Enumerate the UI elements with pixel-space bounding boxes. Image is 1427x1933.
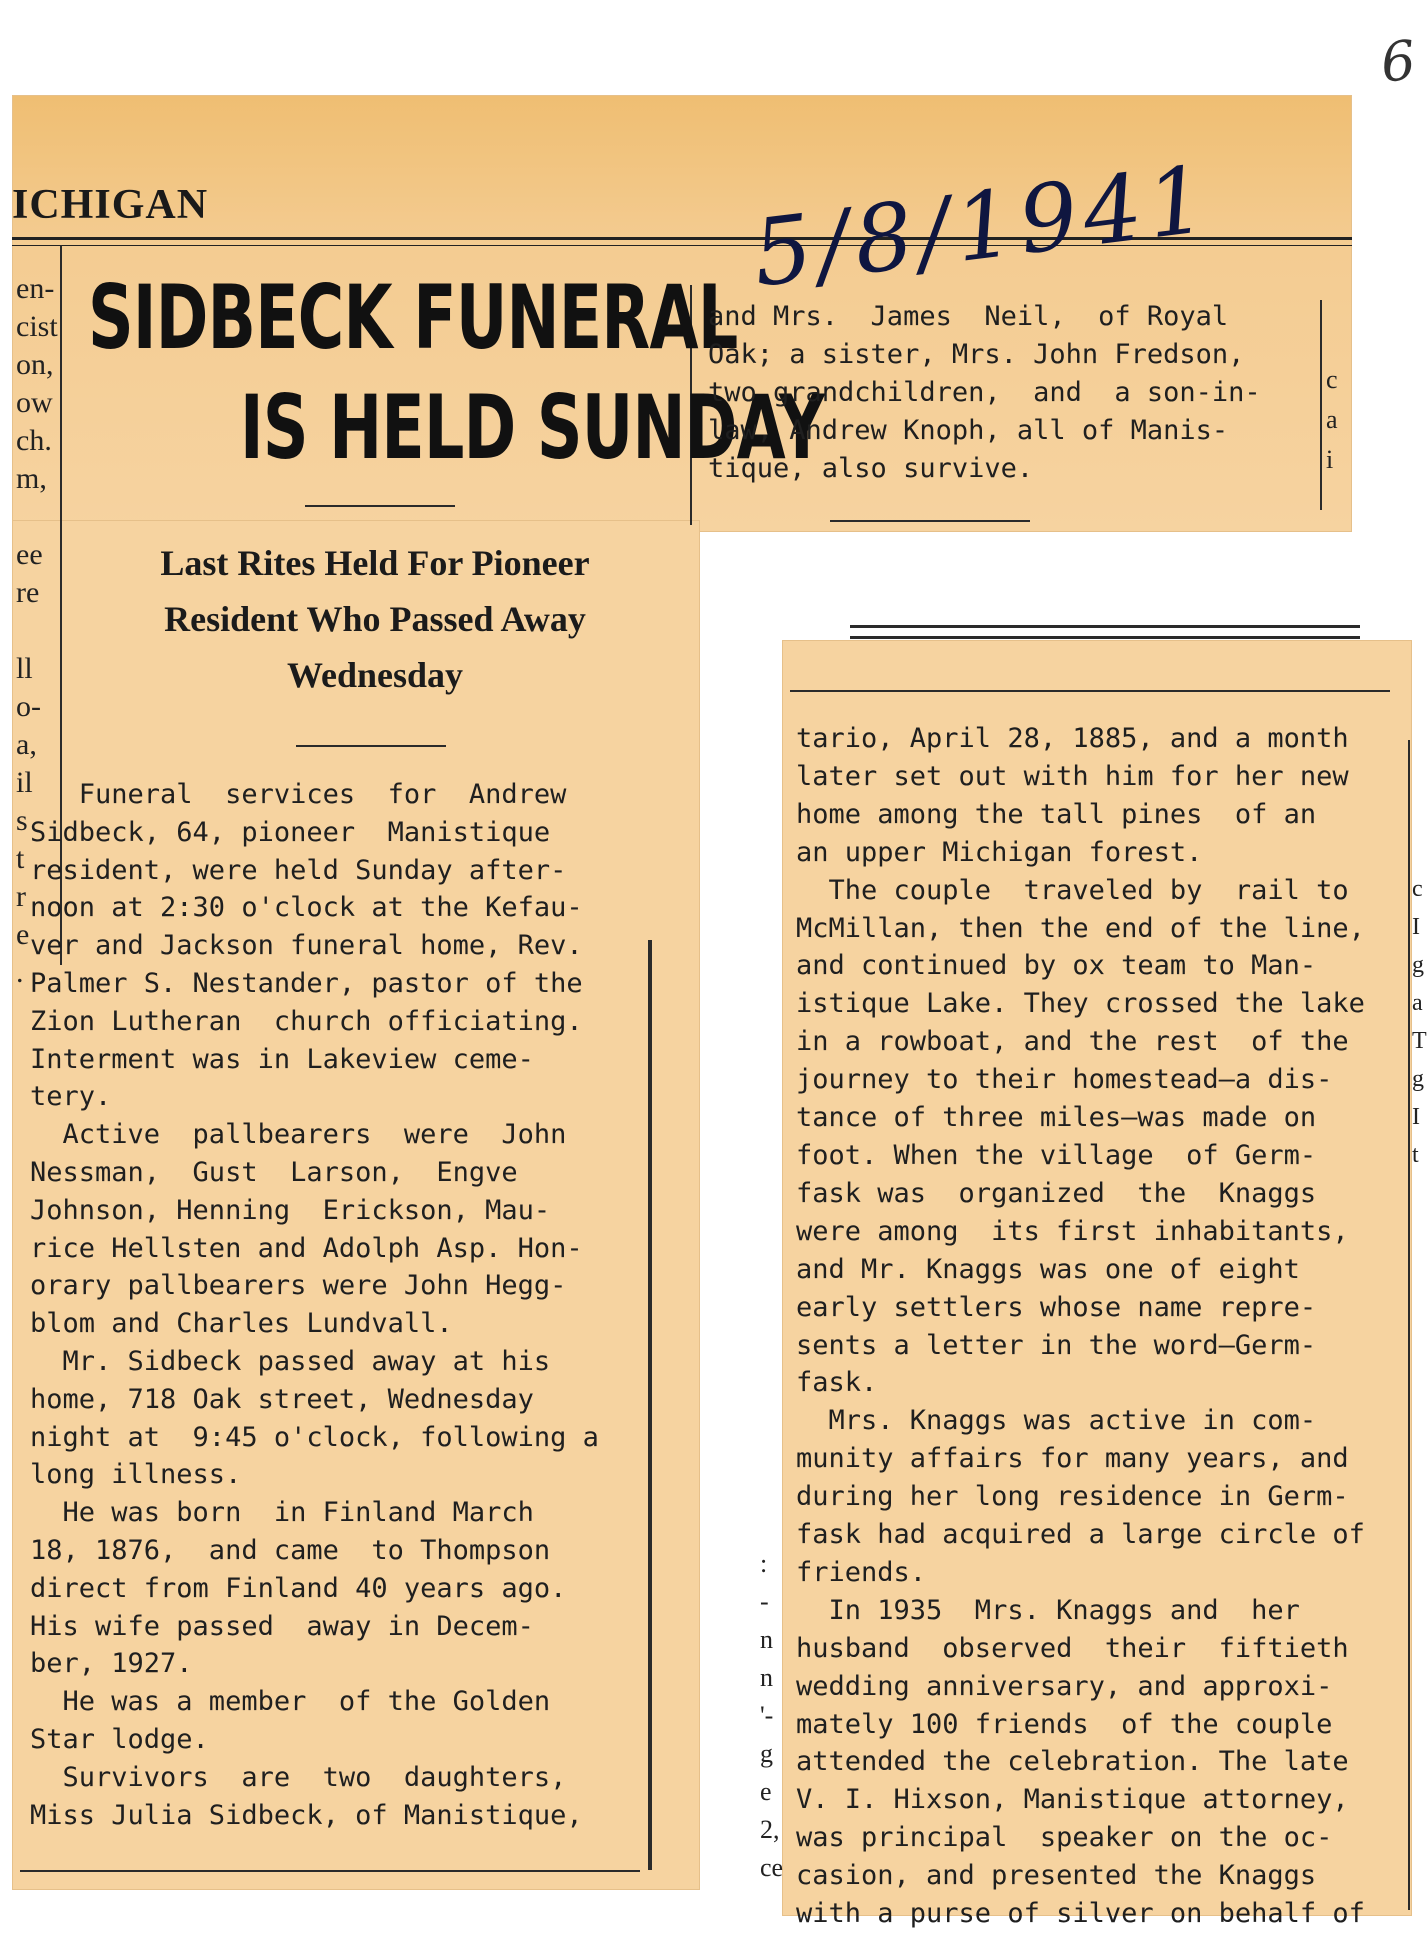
headline-line2: IS HELD SUNDAY (240, 376, 825, 479)
middle-fragments (760, 1545, 783, 1887)
article-line: during her long residence in Germ- (796, 1481, 1349, 1513)
margin-fragment: o- (16, 690, 41, 723)
margin-fragment: en- (16, 272, 55, 305)
masthead: ICHIGAN (12, 182, 209, 228)
article-line: orary pallbearers were John Hegg- (30, 1270, 567, 1302)
article-line: an upper Michigan forest. (796, 836, 1203, 868)
article-line: blom and Charles Lundvall. (30, 1308, 453, 1340)
article-line: was principal speaker on the oc- (796, 1822, 1333, 1854)
article-line: tique, also survive. (708, 453, 1034, 484)
article-line: Nessman, Gust Larson, Engve (30, 1156, 518, 1188)
article-line: tance of three miles—was made on (796, 1102, 1317, 1134)
continued-end-rule (830, 520, 1030, 522)
subhead-divider (296, 745, 446, 747)
article-line: mately 100 friends of the couple (796, 1708, 1333, 1740)
right-top-rule (850, 625, 1360, 628)
margin-fragment: T (1412, 1028, 1427, 1054)
article-line: friends. (796, 1556, 927, 1588)
article-line: Active pallbearers were John (30, 1119, 567, 1151)
article-line: direct from Finland 40 years ago. (30, 1572, 567, 1604)
margin-fragment: n (760, 1625, 773, 1654)
margin-fragment: g (1412, 1066, 1424, 1092)
article-line: home, 718 Oak street, Wednesday (30, 1383, 534, 1415)
margin-fragment: on, (16, 348, 54, 381)
article-line: husband observed their fiftieth (796, 1632, 1349, 1664)
margin-fragment: e (760, 1777, 772, 1806)
column-rule-right-top (1320, 300, 1322, 510)
margin-fragment: c (1412, 876, 1423, 902)
article-line: In 1935 Mrs. Knaggs and her (796, 1594, 1300, 1626)
margin-fragment: . (16, 956, 24, 989)
article-line: fask had acquired a large circle of (796, 1519, 1365, 1551)
article-line: 18, 1876, and came to Thompson (30, 1534, 551, 1566)
margin-fragment: g (1412, 952, 1424, 978)
article-continued (708, 298, 1261, 488)
article-line: Miss Julia Sidbeck, of Manistique, (30, 1799, 583, 1831)
article-line: Palmer S. Nestander, pastor of the (30, 967, 583, 999)
article-line: rice Hellsten and Adolph Asp. Hon- (30, 1232, 583, 1264)
article-line: law, Andrew Knoph, all of Manis- (708, 415, 1229, 446)
article-body-left (30, 776, 599, 1834)
article-line: tery. (30, 1081, 112, 1113)
margin-fragment: a, (16, 728, 37, 761)
article-line: He was a member of the Golden (30, 1686, 551, 1718)
article-line: attended the celebration. The late (796, 1746, 1349, 1778)
margin-fragment: I (1412, 914, 1420, 940)
bottom-rule (20, 1870, 640, 1872)
margin-fragment: t (16, 842, 25, 875)
margin-fragment: ll (16, 652, 33, 685)
margin-fragment: '- (760, 1701, 774, 1730)
margin-fragment: a (1412, 990, 1423, 1016)
margin-fragment: il (16, 766, 33, 799)
article-line: Sidbeck, 64, pioneer Manistique (30, 816, 551, 848)
headline-divider (305, 505, 455, 507)
right-edge-fragments (1412, 870, 1427, 1174)
subhead-line3: Wednesday (286, 655, 464, 695)
article-line: wedding anniversary, and approxi- (796, 1670, 1333, 1702)
column-rule-mid (648, 940, 652, 1870)
article-line: istique Lake. They crossed the lake (796, 988, 1365, 1020)
article-line: and Mrs. James Neil, of Royal (708, 301, 1229, 332)
margin-fragment: g (760, 1739, 773, 1768)
margin-fragment: t (1412, 1142, 1419, 1168)
article-line: later set out with him for her new (796, 760, 1349, 792)
article-line: munity affairs for many years, and (796, 1443, 1349, 1475)
right-fragments-top (1326, 360, 1338, 480)
article-line: Mr. Sidbeck passed away at his (30, 1345, 551, 1377)
article-line: He was born in Finland March (30, 1497, 534, 1529)
subhead-line2: Resident Who Passed Away (164, 599, 586, 639)
article-body-right (796, 720, 1365, 1933)
article-line: casion, and presented the Knaggs (796, 1860, 1317, 1892)
article-line: Survivors are two daughters, (30, 1761, 567, 1793)
article-line: noon at 2:30 o'clock at the Kefau- (30, 892, 583, 924)
article-line: ber, 1927. (30, 1648, 193, 1680)
article-line: Star lodge. (30, 1723, 209, 1755)
article-line: night at 9:45 o'clock, following a (30, 1421, 599, 1453)
article-line: early settlers whose name repre- (796, 1291, 1317, 1323)
margin-fragment: ce (760, 1853, 784, 1882)
article-line: tario, April 28, 1885, and a month (796, 723, 1349, 754)
right-top-rule2 (850, 636, 1360, 639)
article-line: Zion Lutheran church officiating. (30, 1005, 583, 1037)
article-line: ver and Jackson funeral home, Rev. (30, 930, 583, 962)
article-line: resident, were held Sunday after- (30, 854, 567, 886)
subhead-line1: Last Rites Held For Pioneer (160, 543, 590, 583)
article-line: Funeral services for Andrew (30, 779, 567, 810)
margin-fragment: cist (16, 310, 58, 343)
margin-fragment: m, (16, 462, 47, 495)
article-line: with a purse of silver on behalf of (796, 1898, 1365, 1930)
margin-fragment: c (1326, 365, 1338, 394)
page-number-annotation: 6 (1377, 28, 1419, 95)
article-line: long illness. (30, 1459, 242, 1491)
article-line: and Mr. Knaggs was one of eight (796, 1253, 1300, 1285)
margin-fragment: re (16, 576, 40, 609)
article-line: were among its first inhabitants, (796, 1215, 1349, 1247)
article-line: two grandchildren, and a son-in- (708, 377, 1261, 408)
margin-fragment: e (16, 918, 30, 951)
handwritten-date: 5/8/1941 (747, 145, 1219, 308)
article-line: V. I. Hixson, Manistique attorney, (796, 1784, 1349, 1816)
article-line: and continued by ox team to Man- (796, 950, 1317, 982)
article-line: The couple traveled by rail to (796, 874, 1349, 906)
article-line: fask. (796, 1367, 878, 1399)
margin-fragment: r (16, 880, 26, 913)
right-head-rule (790, 690, 1390, 692)
headline-line1: SIDBECK FUNERAL (88, 266, 738, 369)
margin-fragment: n (760, 1663, 773, 1692)
margin-fragment: ow (16, 386, 53, 419)
margin-fragment: : (760, 1549, 768, 1578)
margin-fragment: 2, (760, 1815, 780, 1844)
article-line: McMillan, then the end of the line, (796, 912, 1365, 944)
article-line: fask was organized the Knaggs (796, 1177, 1317, 1209)
margin-fragment: - (760, 1587, 769, 1616)
margin-fragment: ee (16, 538, 43, 571)
subhead (70, 535, 680, 703)
article-line: sents a letter in the word—Germ- (796, 1329, 1317, 1361)
article-line: Johnson, Henning Erickson, Mau- (30, 1194, 551, 1226)
column-rule-right (1408, 740, 1410, 1910)
article-line: foot. When the village of Germ- (796, 1139, 1317, 1171)
margin-fragment: I (1412, 1104, 1420, 1130)
article-line: Oak; a sister, Mrs. John Fredson, (708, 339, 1245, 370)
margin-fragment: i (1326, 445, 1334, 474)
margin-fragment: a (1326, 405, 1338, 434)
article-line: in a rowboat, and the rest of the (796, 1026, 1349, 1058)
margin-fragment: s (16, 804, 28, 837)
article-line: home among the tall pines of an (796, 798, 1317, 830)
article-line: His wife passed away in Decem- (30, 1610, 534, 1642)
margin-fragment: ch. (16, 424, 52, 457)
article-line: Interment was in Lakeview ceme- (30, 1043, 534, 1075)
article-line: journey to their homestead—a dis- (796, 1064, 1333, 1096)
article-line: Mrs. Knaggs was active in com- (796, 1405, 1317, 1437)
